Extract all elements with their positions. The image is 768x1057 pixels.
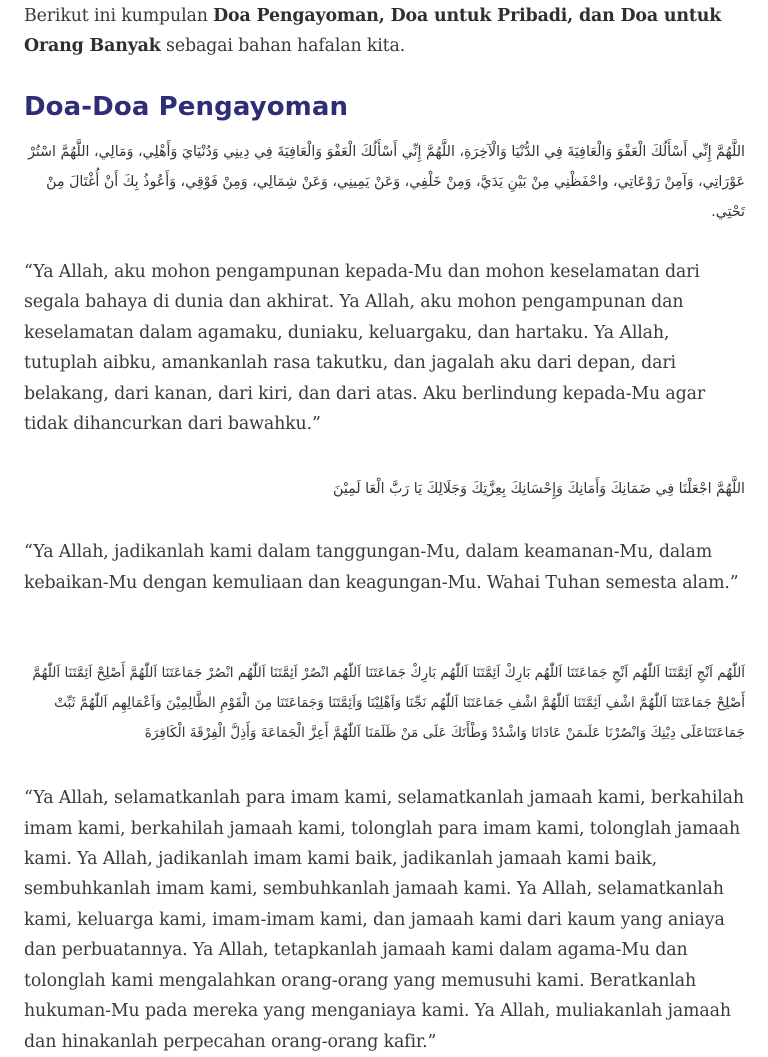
prayer-1-arabic: اللَّهُمَّ إِنِّي أَسْأَلُكَ الْعَفْوَ وَالْعَافِيَةَ فِي الدُّنْيَا وَالْآخِرَةِ، اللَّهُمَّ إِنِّي أَسْأَلُكَ الْعَفْوَ وَالْعَافِيَةَ فِي دِينِي وَدُنْيَايَ وَأَهْلِي، وَمَالِي، اللَّهُمَّ اسْتُرْ عَوْرَاتِي، وَآمِنْ رَوْعَاتِي، واحْفَظْنِي مِنْ بَيْنِ يَدَيَّ، وَمِنْ خَلْفِي، وَعَنْ يَمِينِي، وَعَنْ شِمَالِي، وَمِنْ فَوْقِي، وَأَعُوذُ بِكَ أَنْ أُغْتَالَ مِنْ تَحْتِي. xyxy=(28,144,745,220)
prayer-3-translation: “Ya Allah, selamatkanlah para imam kami, selamatkanlah jamaah kami, berkahilah imam kami, berkahilah jamaah kami, tolonglah para imam kami, tolonglah jamaah kami. Ya Allah, jadikanlah imam kami baik, jadikanlah jamaah kami baik, sembuhkanlah imam kami, sembuhkanlah jamaah kami. Ya Allah, selamatkanlah kami, keluarga kami, imam-imam kami, dan jamaah kami dari kaum yang aniaya dan perbuatannya. Ya Allah, tetapkanlah jamaah kami dalam agama-Mu dan tolonglah kami mengalahkan orang-orang yang memusuhi kami. Beratkanlah hukuman-Mu pada mereka yang menganiaya kami. Ya Allah, muliakanlah jamaah dan hinakanlah perpecahan orang-orang kafir.” xyxy=(24,788,744,1052)
prayer-2-arabic: اللَّهُمَّ اجْعَلْنَا فِي ضَمَانِكَ وَأَمَانِكَ وَإِحْسَانِكَ بِعِزَّتِكَ وَجَلَالِكَ يَا رَبَّ الْعَا لَمِيْنَ xyxy=(333,481,745,498)
section-heading: Doa-Doa Pengayoman xyxy=(24,92,349,122)
intro-bold-topics: Doa Pengayoman, Doa untuk Pribadi, dan Doa untuk Orang Banyak xyxy=(24,6,722,56)
prayer-1-translation: “Ya Allah, aku mohon pengampunan kepada-Mu dan mohon keselamatan dari segala bahaya di dunia dan akhirat. Ya Allah, aku mohon pengampunan dan keselamatan dalam agamaku, duniaku, keluargaku, dan hartaku. Ya Allah, tutuplah aibku, amankanlah rasa takutku, dan jagalah aku dari depan, dari belakang, dari kanan, dari kiri, dan dari atas. Aku berlindung kepada-Mu agar tidak dihancurkan dari bawahku.” xyxy=(24,262,706,435)
intro-paragraph xyxy=(24,0,745,61)
prayer-2-translation: “Ya Allah, jadikanlah kami dalam tanggungan-Mu, dalam keamanan-Mu, dalam kebaikan-Mu dengan kemuliaan dan keagungan-Mu. Wahai Tuhan semesta alam.” xyxy=(24,542,739,593)
intro-prefix: Berikut ini kumpulan xyxy=(24,6,214,26)
intro-suffix: sebagai bahan hafalan kita. xyxy=(160,36,406,56)
prayer-3-arabic: اَللّٰهُم اَنْجِ اَئِمَّتَنَا اَللّٰهُم اَنْجِ جَمَاعَتَنَا اَللّٰهُم بَارِكْ اَئِمَّتَنَا اَللّٰهُم بَارِكْ جَمَاعَتَنَا اَللّٰهُم انْصُرْ اَئِمَّتَنَا اَللّٰهُم انْصُرْ جَمَاعَتَنَا اَللّٰهُمَّ أَصْلِحْ اَئِمَّتَنَا اَللّٰهُمَّ أَصْلِحْ جَمَاعَتَنَا اَللّٰهُمَّ اشْفِ اَئِمَّتَنَا اَللّٰهُمَّ اشْفِ جَمَاعَتَنَا اَللّٰهُم نَجِّنَا وَاَهْلِيْنَا وَاَئِمَّتَنَا وَجَمَاعَتَنَا مِنَ الْقَوْمِ الظَّالِمِيْنَ وَاَعْمَالِهِم اَللّٰهُمَّ ثَبِّتْ جَمَاعَتَنَاعَلَى دِيْنِكَ وَانْصُرْنَا عَلَىمَنْ عَادَانَا وَاشْدُدْ وَطْأَتَكَ عَلَى مَنْ ظَلَمَنَا اَللّٰهُمَّ أَعِزَّ الْجَمَاعَةَ وَأَذِلَّ الْفِرْقَةَ الْكَافِرَةَ xyxy=(32,665,745,742)
